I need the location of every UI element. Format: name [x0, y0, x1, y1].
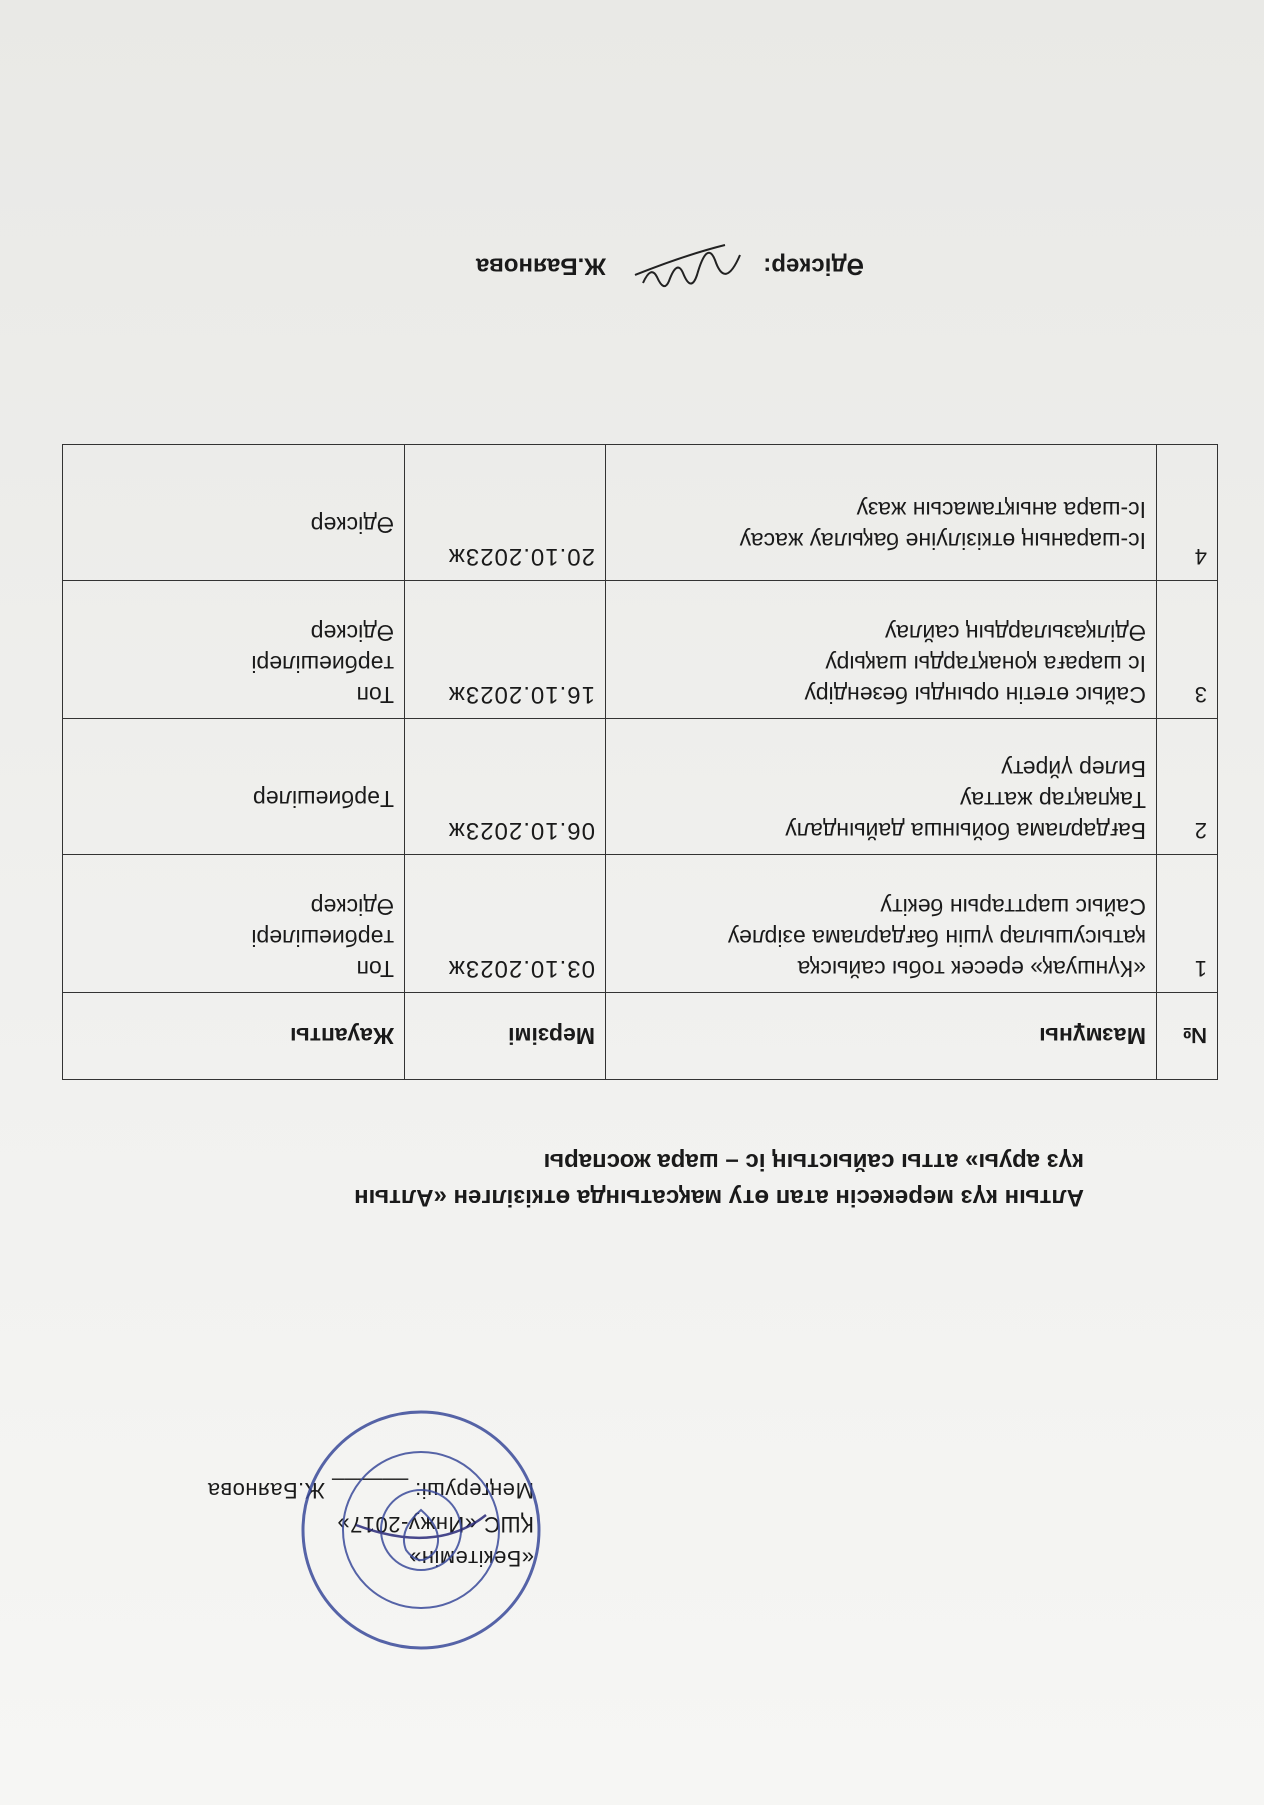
- content-line: Әділқазылардың сайлау: [884, 620, 1146, 646]
- row-content: [606, 581, 1157, 719]
- row-number: 2: [1157, 719, 1218, 855]
- round-stamp: [296, 1405, 546, 1655]
- approval-line-3: Меңгеруші: ______ Ж.Баянова: [207, 1478, 534, 1503]
- responsible-line: Әдіскер: [310, 512, 394, 538]
- responsible-line: Әдіскер: [310, 894, 394, 920]
- plan-table: [62, 444, 1218, 1080]
- responsible-line: Топ: [356, 956, 394, 982]
- signature-block: [476, 235, 864, 295]
- row-number: 1: [1157, 855, 1218, 993]
- row-number: 3: [1157, 581, 1218, 719]
- content-line: Билер үйрету: [1001, 756, 1146, 782]
- table-header-row: [63, 993, 1218, 1080]
- responsible-line: Тәрбиешілер: [252, 786, 394, 812]
- document-title: [174, 1143, 1084, 1215]
- row-deadline: 03.10.2023ж: [405, 855, 606, 993]
- table-row: [63, 719, 1218, 855]
- header-num: №: [1157, 993, 1218, 1080]
- content-line: Іс-шараның өткізілуіне бақылау жасау: [739, 528, 1146, 554]
- handwritten-signature: [625, 235, 745, 295]
- table-row: [63, 445, 1218, 581]
- row-deadline: 06.10.2023ж: [405, 719, 606, 855]
- row-content: [606, 719, 1157, 855]
- responsible-line: тәрбиешілері: [251, 651, 394, 677]
- content-line: Тақпақтар жаттау: [960, 787, 1146, 813]
- row-number: 4: [1157, 445, 1218, 581]
- content-line: Іс шараға қонақтарды шақыру: [825, 651, 1146, 677]
- row-deadline: 20.10.2023ж: [405, 445, 606, 581]
- row-responsible: [63, 719, 405, 855]
- row-responsible: [63, 855, 405, 993]
- row-responsible: [63, 445, 405, 581]
- responsible-line: Топ: [356, 682, 394, 708]
- responsible-line: тәрбиешілері: [251, 925, 394, 951]
- title-line-2: күз аруы» атты сайыстың іс – шара жоспары: [543, 1148, 1084, 1175]
- content-line: Сайыс шарттарын бекіту: [880, 894, 1146, 920]
- content-line: Бағдарлама бойынша дайындалу: [785, 818, 1146, 844]
- title-line-1: Алтын күз мерекесін атап өту мақсатында өткізілген «Алтын: [354, 1184, 1084, 1211]
- header-responsible: Жауапты: [63, 993, 405, 1080]
- content-line: қатысушылар үшін бағдарлама әзірлеу: [727, 925, 1146, 951]
- row-deadline: 16.10.2023ж: [405, 581, 606, 719]
- row-content: [606, 445, 1157, 581]
- header-deadline: Мерзімі: [405, 993, 606, 1080]
- approval-line-1: «Бекітемін»: [408, 1546, 534, 1571]
- row-content: [606, 855, 1157, 993]
- table-row: [63, 581, 1218, 719]
- header-content: Мазмұны: [606, 993, 1157, 1080]
- content-line: «Күншуақ» ересек тобы сайысқа: [797, 956, 1146, 982]
- responsible-line: Әдіскер: [310, 620, 394, 646]
- signature-label: Әдіскер:: [763, 252, 864, 280]
- approval-line-2: ҚШС «Инжу-2017»: [336, 1512, 534, 1537]
- signature-name: Ж.Баянова: [476, 252, 606, 280]
- row-responsible: [63, 581, 405, 719]
- content-line: Сайыс өтетін орынды безендіру: [804, 682, 1146, 708]
- table-row: [63, 855, 1218, 993]
- content-line: Іс-шара анықтамасын жазу: [856, 497, 1146, 523]
